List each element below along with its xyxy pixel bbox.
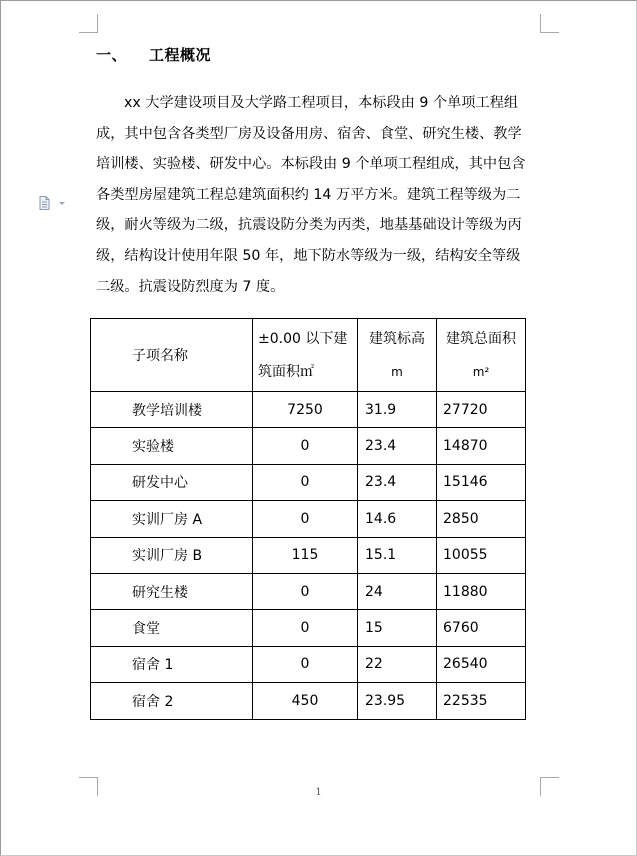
cell-height: 15 [365, 620, 383, 637]
cell-name: 食堂 [132, 621, 160, 638]
cell-name: 宿舍 2 [132, 693, 174, 710]
cell-name: 教学培训楼 [132, 402, 202, 419]
header-cell-name: 子项名称 [91, 319, 253, 392]
cell-below-area: 0 [300, 583, 310, 600]
cell-total-area: 26540 [443, 656, 488, 673]
table-row [91, 428, 526, 464]
crop-mark-top-right [540, 14, 559, 33]
cell-total-area: 27720 [443, 401, 488, 418]
cell-name: 宿舍 1 [132, 657, 174, 674]
cell-total-area: 2850 [443, 510, 479, 527]
paragraph-line: 二级。抗震设防烈度为 7 度。 [96, 278, 285, 295]
header-area-line1: 建筑总面积 [446, 331, 516, 347]
cell-name: 研发中心 [132, 475, 188, 492]
header-cell-height [358, 319, 437, 392]
cell-below-area: 0 [300, 510, 310, 527]
cell-height: 31.9 [365, 401, 397, 418]
section-heading [96, 44, 211, 65]
cell-total-area: 10055 [443, 547, 488, 564]
crop-mark-top-left [79, 14, 98, 33]
cell-below-area: 7250 [287, 401, 323, 418]
paragraph-line: 级，结构设计使用年限 50 年，地下防水等级为一级，结构安全等级 [96, 247, 521, 264]
table-row [91, 683, 526, 719]
cell-height: 23.4 [365, 438, 397, 455]
cell-height: 14.6 [365, 510, 397, 527]
header-below-line2: 筑面积㎡ [258, 364, 314, 380]
cell-below-area: 0 [300, 438, 310, 455]
cell-below-area: 0 [300, 474, 310, 491]
table-row [91, 501, 526, 537]
overview-paragraph [96, 88, 540, 302]
paragraph-line: xx 大学建设项目及大学路工程项目，本标段由 9 个单项工程组 [124, 95, 519, 111]
cell-below-area: 115 [291, 547, 319, 564]
cell-height: 23.4 [365, 474, 397, 491]
cell-name: 研究生楼 [132, 584, 188, 601]
cell-name: 实训厂房 A [132, 511, 203, 528]
cell-total-area: 22535 [443, 692, 488, 709]
table-header-row [91, 319, 526, 392]
paragraph-line: 级，耐火等级为二级，抗震设防分类为丙类，地基基础设计等级为丙 [96, 217, 522, 234]
table-row [91, 464, 526, 500]
cell-below-area: 0 [300, 620, 310, 637]
header-cell-below-area [253, 319, 358, 392]
paragraph-line: 各类型房屋建筑工程总建筑面积约 14 万平方米。建筑工程等级为二 [96, 186, 521, 203]
cell-below-area: 450 [291, 692, 319, 709]
cell-height: 24 [365, 583, 383, 600]
project-table [90, 318, 526, 720]
section-title: 工程概况 [149, 46, 212, 64]
cell-total-area: 15146 [443, 474, 488, 491]
page-number: 1 [315, 787, 322, 798]
header-below-line1: ±0.00 以下建 [258, 331, 348, 347]
header-height-unit: m [391, 365, 403, 379]
header-height-line1: 建筑标高 [369, 331, 425, 347]
cell-below-area: 0 [300, 656, 310, 673]
header-cell-total-area [437, 319, 526, 392]
header-area-unit: m² [472, 365, 490, 379]
cell-height: 15.1 [365, 547, 397, 564]
document-icon[interactable] [39, 195, 67, 209]
cell-name: 实验楼 [132, 439, 174, 456]
cell-name: 实训厂房 B [132, 548, 203, 565]
cell-total-area: 6760 [443, 620, 479, 637]
table-row [91, 646, 526, 682]
cell-total-area: 11880 [443, 583, 488, 600]
paragraph-line: 培训楼、实验楼、研发中心。本标段由 9 个单项工程组成，其中包含 [96, 156, 526, 173]
cell-height: 23.95 [365, 692, 406, 709]
table-row [91, 610, 526, 646]
paragraph-line: 成，其中包含各类型厂房及设备用房、宿舍、食堂、研究生楼、教学 [96, 125, 522, 142]
section-number: 一、 [96, 46, 128, 64]
cell-total-area: 14870 [443, 438, 488, 455]
table-row [91, 537, 526, 573]
cell-height: 22 [365, 656, 383, 673]
table-row [91, 573, 526, 609]
table-row [91, 392, 526, 428]
